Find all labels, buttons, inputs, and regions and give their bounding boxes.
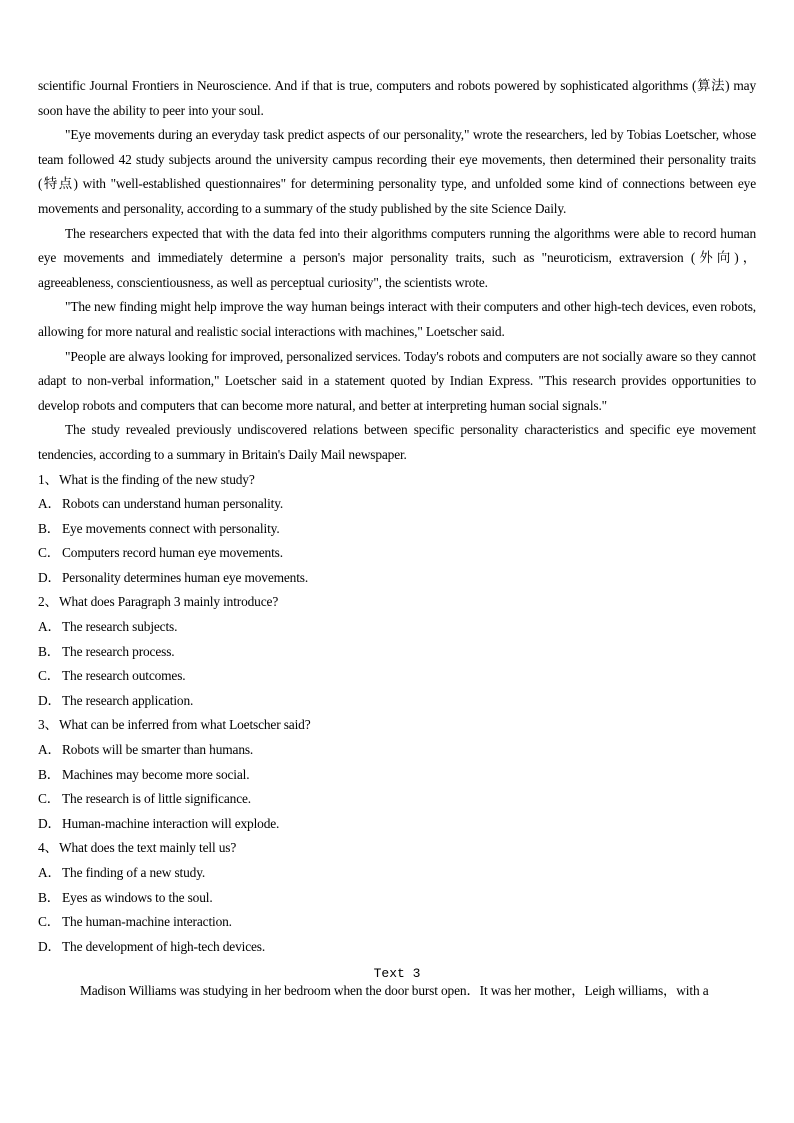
option-d[interactable] bbox=[38, 812, 756, 837]
passage-paragraph-4: "The new finding might help improve the way human beings interact with their computers and other high-tech devices, even robots, allowing for more natural and realistic social interactions with machines," Loetscher said. bbox=[38, 299, 756, 339]
option-letter: B． bbox=[38, 889, 61, 905]
question-4 bbox=[38, 836, 756, 959]
question-stem bbox=[38, 468, 756, 493]
option-letter: A． bbox=[38, 742, 61, 758]
question-stem bbox=[38, 590, 756, 615]
option-letter: A． bbox=[38, 865, 61, 880]
option-letter: D． bbox=[38, 815, 61, 831]
question-text: What can be inferred from what Loetscher said? bbox=[59, 717, 311, 733]
option-letter: C． bbox=[38, 914, 61, 930]
question-2 bbox=[38, 590, 756, 713]
option-letter: D． bbox=[38, 938, 61, 954]
option-a[interactable] bbox=[38, 738, 756, 763]
question-text: What is the finding of the new study? bbox=[59, 471, 255, 487]
option-text: Robots can understand human personality. bbox=[62, 496, 284, 512]
passage-paragraph-1: scientific Journal Frontiers in Neuroscience. And if that is true, computers and robots powered by sophisticated algorithms (算法) may soon have the ability to peer into your soul. bbox=[38, 78, 756, 118]
option-c[interactable] bbox=[38, 787, 756, 812]
option-text: Personality determines human eye movements. bbox=[62, 569, 309, 585]
option-a[interactable] bbox=[38, 861, 756, 886]
option-d[interactable] bbox=[38, 566, 756, 591]
option-c[interactable] bbox=[38, 664, 756, 689]
document-page bbox=[38, 74, 756, 999]
option-text: The research outcomes. bbox=[62, 668, 186, 684]
text3-section bbox=[38, 966, 756, 999]
option-text: Human-machine interaction will explode. bbox=[62, 815, 280, 831]
question-1 bbox=[38, 468, 756, 591]
question-stem bbox=[38, 713, 756, 738]
passage-paragraph-5: "People are always looking for improved, personalized services. Today's robots and computers are not socially aware so they cannot adapt to non-verbal information," Loetscher said in a statement quoted by Indian Express. "This research provides opportunities to develop robots and computers that can become more natural, and better at interpreting human social signals." bbox=[38, 348, 756, 413]
option-letter: D． bbox=[38, 692, 61, 708]
question-text: What does Paragraph 3 mainly introduce? bbox=[59, 594, 279, 610]
option-text: The research is of little significance. bbox=[62, 791, 251, 807]
option-text: The research subjects. bbox=[62, 619, 178, 635]
option-text: The human-machine interaction. bbox=[62, 914, 232, 930]
option-text: Eye movements connect with personality. bbox=[62, 520, 280, 536]
option-d[interactable] bbox=[38, 689, 756, 714]
passage-paragraph-2: "Eye movements during an everyday task predict aspects of our personality," wrote the researchers, led by Tobias Loetscher, whose team followed 42 study subjects around the university campus recording their eye movements, then determined their personality traits (特点) with "well-established questionnaires" for determining personality type, and unfolded some kind of connections between eye movements and personality, according to a summary of the study published by the site Science Daily. bbox=[38, 127, 756, 216]
option-c[interactable] bbox=[38, 910, 756, 935]
option-text: Robots will be smarter than humans. bbox=[62, 742, 254, 758]
question-3 bbox=[38, 713, 756, 836]
option-b[interactable] bbox=[38, 640, 756, 665]
passage-paragraph-3: The researchers expected that with the data fed into their algorithms computers running the algorithms were able to record human eye movements and immediately determine a person's major personality traits, such as "neuroticism, extraversion (外向)，agreeableness, conscientiousness, as well as perceptual curiosity", the scientists wrote. bbox=[38, 225, 756, 290]
question-stem bbox=[38, 836, 756, 861]
section-heading: Text 3 bbox=[373, 966, 421, 982]
option-letter: B． bbox=[38, 520, 61, 536]
option-letter: B． bbox=[38, 766, 61, 782]
option-letter: A． bbox=[38, 496, 61, 512]
option-d[interactable] bbox=[38, 935, 756, 960]
option-text: The research application. bbox=[62, 692, 194, 708]
option-letter: C． bbox=[38, 545, 61, 561]
option-letter: B． bbox=[38, 643, 61, 659]
option-b[interactable] bbox=[38, 763, 756, 788]
passage bbox=[38, 74, 756, 468]
question-number: 2、 bbox=[38, 594, 58, 610]
option-text: The development of high-tech devices. bbox=[62, 938, 266, 954]
option-letter: C． bbox=[38, 791, 61, 807]
option-a[interactable] bbox=[38, 492, 756, 517]
option-letter: C． bbox=[38, 668, 61, 684]
option-text: Eyes as windows to the soul. bbox=[62, 889, 213, 905]
option-text: Computers record human eye movements. bbox=[62, 545, 283, 561]
question-text: What does the text mainly tell us? bbox=[59, 840, 237, 856]
question-number: 3、 bbox=[38, 717, 58, 733]
question-number: 1、 bbox=[38, 471, 58, 487]
option-c[interactable] bbox=[38, 541, 756, 566]
text3-opening-paragraph: Madison Williams was studying in her bedroom when the door burst open．It was her mother，Leigh williams，with a bbox=[80, 983, 709, 999]
option-letter: A． bbox=[38, 619, 61, 635]
passage-paragraph-6: The study revealed previously undiscovered relations between specific personality characteristics and specific eye movement tendencies, according to a summary in Britain's Daily Mail newspaper. bbox=[38, 422, 756, 462]
option-letter: D． bbox=[38, 569, 61, 585]
option-text: Machines may become more social. bbox=[62, 766, 250, 782]
option-text: The research process. bbox=[62, 643, 175, 659]
option-b[interactable] bbox=[38, 517, 756, 542]
option-text: The finding of a new study. bbox=[62, 865, 206, 880]
question-number: 4、 bbox=[38, 840, 58, 856]
option-a[interactable] bbox=[38, 615, 756, 640]
option-b[interactable] bbox=[38, 886, 756, 911]
